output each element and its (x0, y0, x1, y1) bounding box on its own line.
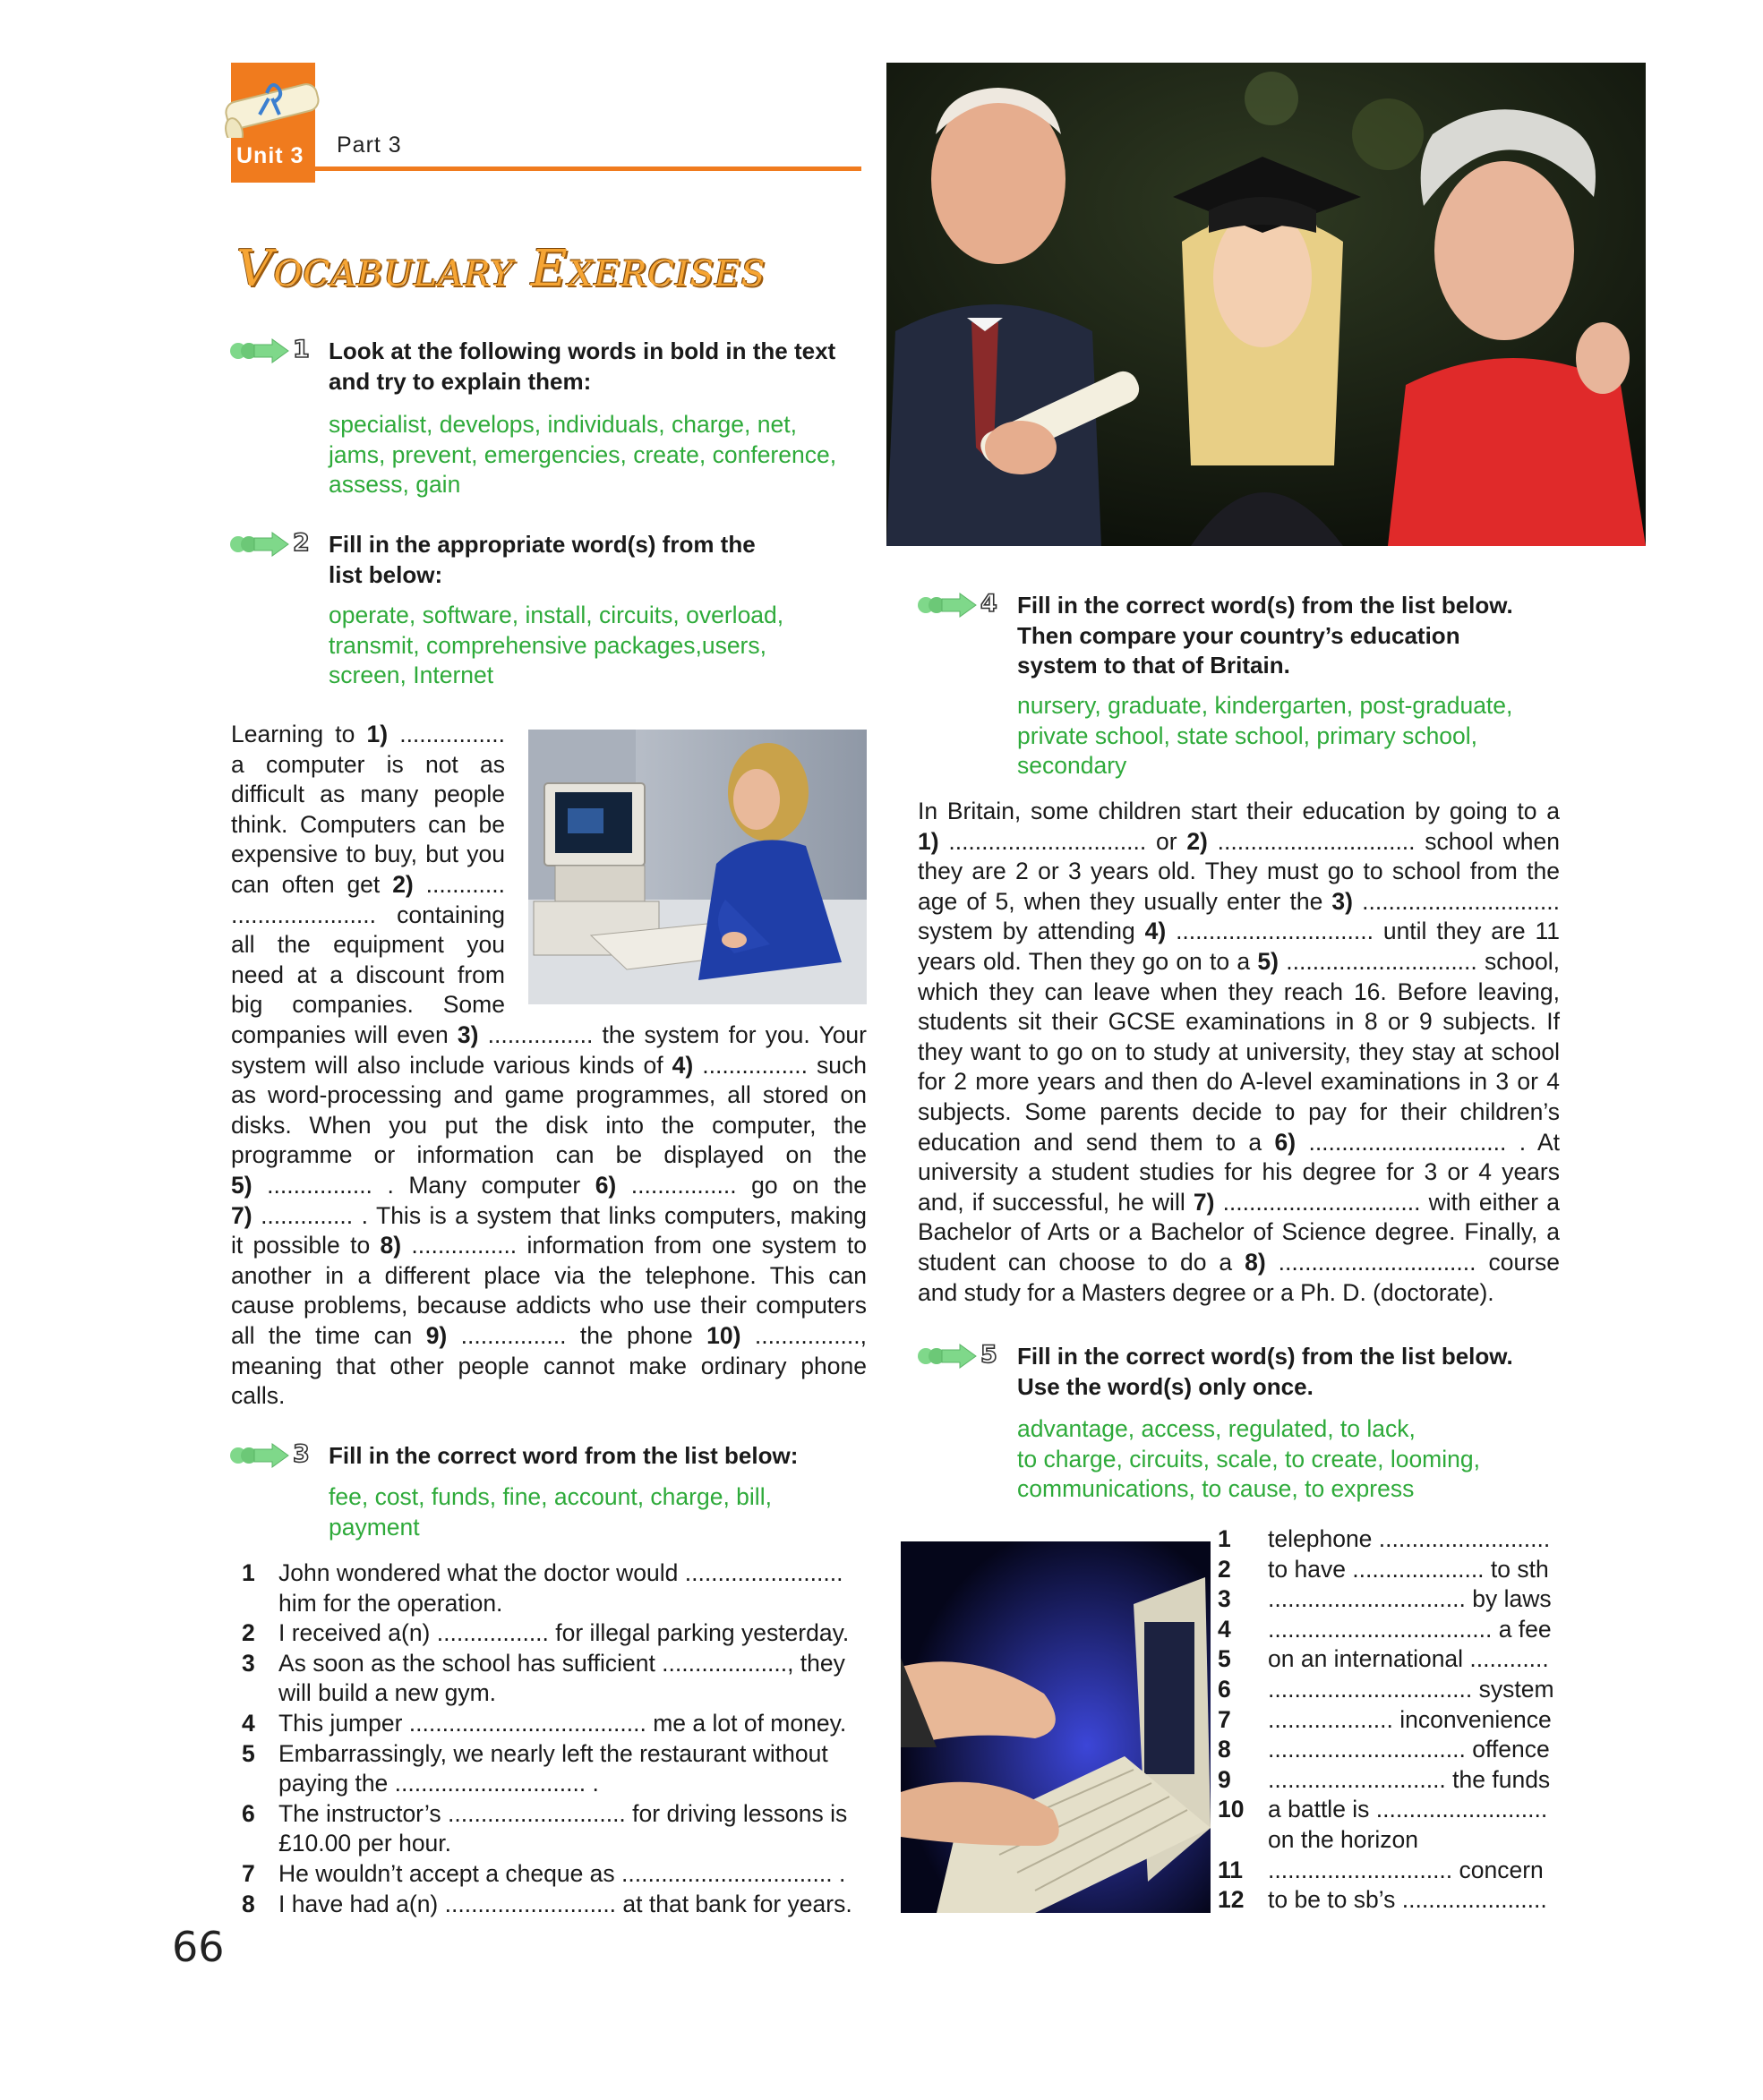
exercise-2-number: 2 (293, 529, 310, 557)
text-line (918, 1037, 1560, 1068)
item-text (1268, 1524, 1567, 1555)
page-title: Vocabulary Exercises (236, 240, 766, 298)
text-segment: it possible to (231, 1232, 381, 1259)
text-line (918, 857, 1560, 887)
blank-number: 3) (1331, 887, 1353, 915)
page-number: 66 (172, 1923, 225, 1971)
item-number: 3 (1218, 1585, 1231, 1613)
item-row (1218, 1644, 1567, 1675)
item-number: 6 (1218, 1676, 1231, 1703)
text-segment: .............................. or (938, 827, 1187, 855)
text-line (918, 1278, 1560, 1309)
text-line (918, 1007, 1560, 1037)
sentence-item (242, 1709, 869, 1739)
word-list-line: payment (329, 1513, 420, 1541)
text-line (918, 797, 1560, 827)
word-list-line: jams, prevent, emergencies, create, conference, (329, 440, 837, 468)
text-segment: students sit their GCSE examinations in 8 or 9 subjects. If (918, 1008, 1560, 1036)
text-line (918, 1097, 1560, 1128)
exercise-arrow-icon (917, 1343, 980, 1370)
text-line (231, 1352, 867, 1382)
sentence-text (278, 1799, 869, 1859)
text-line (231, 720, 505, 750)
text-segment: age of 5, when they usually enter the (918, 887, 1332, 915)
text-segment: ...................... containing (231, 901, 505, 928)
sentence-line: This jumper .................................... me a lot of money. (278, 1710, 847, 1737)
sentence-text (278, 1558, 869, 1618)
exercise-4-number: 4 (980, 590, 997, 618)
text-segment: ................ the system for you. Your (478, 1021, 867, 1048)
text-line (231, 840, 505, 870)
item-number: 8 (1218, 1736, 1231, 1763)
sentence-line: He wouldn’t accept a cheque as ................................ . (278, 1860, 846, 1887)
heading-line: Fill in the correct word(s) from the list below. (1017, 592, 1513, 619)
text-line (231, 960, 505, 991)
exercise-5-heading (1017, 1342, 1513, 1402)
blank-number: 7) (231, 1201, 252, 1229)
text-segment: ................ such (693, 1051, 867, 1079)
item-line: .............................. offence (1268, 1736, 1550, 1763)
text-segment: subjects. Some parents decide to pay for their children’s (918, 1097, 1560, 1125)
item-number: 11 (1218, 1856, 1244, 1883)
item-number: 1 (1218, 1525, 1231, 1552)
graduation-family-photo (886, 63, 1646, 546)
sentence-line: Embarrassingly, we nearly left the restaurant without (278, 1739, 828, 1767)
item-text (1268, 1555, 1567, 1585)
blank-number: 2) (1186, 827, 1208, 855)
word-list-line: private school, state school, primary school, (1017, 721, 1478, 749)
text-line (918, 827, 1560, 858)
heading-line: system to that of Britain. (1017, 652, 1290, 679)
text-line (918, 1188, 1560, 1218)
blank-number: 3) (457, 1021, 479, 1048)
word-list-line: fee, cost, funds, fine, account, charge, bill, (329, 1483, 772, 1510)
sentence-line: him for the operation. (278, 1589, 503, 1617)
heading-line: Look at the following words in bold in the text (329, 337, 836, 364)
exercise-2-text-narrow (231, 720, 505, 1020)
text-line (918, 1128, 1560, 1158)
exercise-5-item-list (1218, 1524, 1567, 1927)
keyboard-typing-photo (901, 1541, 1211, 1913)
item-text (1268, 1765, 1567, 1796)
item-row (1218, 1885, 1567, 1916)
text-segment: they are 2 or 3 years old. They must go to school from the (918, 858, 1560, 885)
text-segment: big companies. Some (231, 991, 505, 1019)
word-list-line: secondary (1017, 752, 1127, 780)
sentence-line: will build a new gym. (278, 1679, 497, 1707)
item-text (1268, 1584, 1567, 1615)
item-number: 10 (1218, 1796, 1245, 1823)
item-row (1218, 1524, 1567, 1555)
exercise-5-word-list (1017, 1414, 1480, 1505)
text-segment: need at a discount from (231, 960, 505, 988)
sentence-line: John wondered what the doctor would ........................ (278, 1559, 843, 1586)
text-segment: all the equipment you (231, 931, 505, 959)
blank-number: 8) (380, 1232, 402, 1259)
word-list-line: specialist, develops, individuals, charge, net, (329, 411, 797, 438)
blank-number: 6) (1274, 1128, 1297, 1156)
sentence-item (242, 1859, 869, 1890)
item-line: .................................. a fee (1268, 1615, 1552, 1643)
text-segment: which they can leave when they reach 16. Before leaving, (918, 977, 1560, 1005)
text-line (231, 1381, 867, 1412)
text-line (231, 1111, 867, 1141)
text-line (231, 990, 505, 1020)
text-segment: .............................. school when (1207, 827, 1561, 855)
text-line (231, 1051, 867, 1081)
text-segment: years old. Then they go on to a (918, 947, 1258, 975)
text-segment: for 2 more years and then do A-level examinations in 3 or 4 (918, 1068, 1560, 1096)
item-line: .............................. by laws (1268, 1585, 1552, 1613)
item-number: 5 (1218, 1645, 1231, 1673)
text-segment: .............................. (1353, 887, 1560, 915)
item-line: ............................... system (1268, 1676, 1554, 1703)
text-segment: .............. . This is a system that links computers, making (252, 1201, 867, 1229)
text-segment: education and send them to a (918, 1128, 1275, 1156)
text-segment: university a student studies for his degree for 3 or 4 years (918, 1158, 1560, 1186)
text-segment: companies will even (231, 1021, 458, 1048)
heading-line: list below: (329, 560, 443, 588)
item-number: 7 (1218, 1705, 1231, 1733)
blank-number: 1) (918, 827, 939, 855)
text-segment: a computer is not as (231, 750, 505, 778)
item-number: 6 (242, 1799, 255, 1827)
sentence-line: £10.00 per hour. (278, 1830, 452, 1857)
word-list-line: communications, to cause, to express (1017, 1475, 1415, 1503)
text-segment: student can choose to do a (918, 1248, 1245, 1276)
word-list-line: assess, gain (329, 471, 461, 499)
exercise-arrow-icon (229, 1442, 292, 1469)
text-segment: .............................. with either a (1214, 1188, 1560, 1216)
text-segment: meaning that other people cannot make ordinary phone (231, 1352, 867, 1379)
text-segment: ................ the phone (447, 1321, 707, 1349)
text-segment: .............................. until they are 11 (1166, 918, 1560, 945)
text-segment: think. Computers can be (231, 810, 505, 838)
text-line (918, 977, 1560, 1008)
sentence-item (242, 1799, 869, 1859)
text-segment: they want to go on to study at university, they stay at school (918, 1037, 1560, 1065)
part-label: Part 3 (337, 132, 402, 158)
sentence-text (278, 1859, 869, 1890)
text-segment: ............................. school, (1279, 947, 1560, 975)
item-number: 2 (1218, 1555, 1231, 1583)
text-line (918, 1217, 1560, 1248)
sentence-text (278, 1618, 869, 1649)
item-text (1268, 1615, 1567, 1645)
text-line (231, 1291, 867, 1321)
text-segment: disks. When you put the disk into the computer, the (231, 1111, 867, 1139)
sentence-item (242, 1890, 869, 1920)
unit-label: Unit 3 (236, 143, 304, 168)
item-line: on an international ............ (1268, 1645, 1549, 1673)
exercise-3-heading: Fill in the correct word from the list below: (329, 1442, 799, 1469)
item-row (1218, 1765, 1567, 1796)
exercise-1-heading (329, 337, 835, 397)
sentence-line: I received a(n) ................. for illegal parking yesterday. (278, 1619, 850, 1647)
text-segment: difficult as many people (231, 781, 505, 808)
header-rule (315, 166, 861, 171)
text-segment: ................ . Many computer (252, 1171, 595, 1199)
blank-number: 4) (672, 1051, 694, 1079)
text-segment: ................, (740, 1321, 868, 1349)
item-text (1268, 1885, 1567, 1916)
text-line (231, 1080, 867, 1111)
heading-line: Fill in the correct word(s) from the list below. (1017, 1343, 1513, 1370)
text-segment: ............ (413, 870, 506, 898)
item-line: to be to sb’s ...................... (1268, 1886, 1547, 1914)
sentence-item (242, 1739, 869, 1799)
word-list-line: advantage, access, regulated, to lack, (1017, 1415, 1416, 1442)
text-segment: calls. (231, 1382, 286, 1410)
text-line (231, 1231, 867, 1261)
sentence-item (242, 1649, 869, 1709)
item-text (1268, 1675, 1567, 1705)
exercise-5-number: 5 (980, 1341, 997, 1369)
item-number: 8 (242, 1890, 255, 1917)
item-text (1268, 1644, 1567, 1675)
sentence-text (278, 1739, 869, 1799)
sentence-text (278, 1709, 869, 1739)
text-segment: cause problems, because addicts who use their computers (231, 1292, 867, 1319)
item-text (1268, 1795, 1567, 1855)
text-segment: and study for a Masters degree or a Ph. D. (doctorate). (918, 1278, 1494, 1306)
exercise-2-heading (329, 530, 756, 590)
blank-number: 5) (1257, 947, 1279, 975)
text-segment: In Britain, some children start their education by going to a (918, 798, 1560, 824)
heading-line: Then compare your country’s education (1017, 621, 1460, 649)
word-list-line: screen, Internet (329, 662, 494, 689)
exercise-3-number: 3 (293, 1440, 310, 1468)
word-list-line: nursery, graduate, kindergarten, post-graduate, (1017, 692, 1513, 719)
item-number: 4 (1218, 1615, 1231, 1643)
computer-user-photo (528, 730, 867, 1004)
text-line (231, 1321, 867, 1352)
exercise-4-word-list (1017, 691, 1512, 781)
text-segment: programme or information can be displayed on the (231, 1141, 867, 1169)
blank-number: 7) (1193, 1188, 1215, 1216)
item-number: 3 (242, 1649, 255, 1677)
text-line (231, 1201, 867, 1232)
item-line: to have .................... to sth (1268, 1555, 1549, 1583)
exercise-4-heading (1017, 591, 1513, 681)
item-number: 1 (242, 1559, 255, 1586)
exercise-2-text-wide (231, 1020, 867, 1412)
exercise-1-word-list (329, 410, 836, 500)
item-line: on the horizon (1268, 1825, 1418, 1853)
exercise-3-sentence-list (242, 1558, 869, 1934)
text-segment: can often get (231, 870, 393, 898)
item-number: 12 (1218, 1886, 1245, 1914)
text-segment: .............................. . At (1296, 1128, 1560, 1156)
item-row (1218, 1856, 1567, 1886)
blank-number: 9) (425, 1321, 448, 1349)
scroll-icon (213, 75, 329, 138)
text-segment: ................ go on the (616, 1171, 867, 1199)
text-line (918, 947, 1560, 977)
item-row (1218, 1675, 1567, 1705)
exercise-2-word-list (329, 601, 783, 691)
text-segment: another in a different place via the telephone. This can (231, 1261, 867, 1289)
text-segment: system by attending (918, 918, 1145, 945)
item-row (1218, 1555, 1567, 1585)
item-number: 2 (242, 1619, 255, 1647)
blank-number: 8) (1245, 1248, 1266, 1276)
text-line (231, 870, 505, 901)
text-segment: ................ (388, 721, 506, 747)
word-list-line: transmit, comprehensive packages,users, (329, 631, 766, 659)
text-segment: ................ information from one system to (401, 1232, 867, 1259)
blank-number: 1) (366, 721, 389, 747)
exercise-arrow-icon (917, 592, 980, 619)
exercise-1-number: 1 (293, 336, 310, 363)
item-line: ................... inconvenience (1268, 1705, 1552, 1733)
text-line (231, 901, 505, 931)
text-segment: system will also include various kinds of (231, 1051, 672, 1079)
text-segment: .............................. course (1265, 1248, 1560, 1276)
sentence-line: The instructor’s ........................... for driving lessons is (278, 1799, 848, 1827)
item-number: 4 (242, 1710, 255, 1737)
blank-number: 6) (595, 1171, 617, 1199)
word-list-line: operate, software, install, circuits, overload, (329, 602, 784, 628)
item-row (1218, 1705, 1567, 1736)
sentence-line: I have had a(n) .......................... at that bank for years. (278, 1890, 852, 1917)
sentence-item (242, 1558, 869, 1618)
sentence-text (278, 1649, 869, 1709)
item-row (1218, 1735, 1567, 1765)
text-segment: expensive to buy, but you (231, 841, 505, 868)
text-line (918, 887, 1560, 918)
text-segment: as word-processing and game programmes, all stored on (231, 1081, 867, 1109)
sentence-line: As soon as the school has sufficient ..................., they (278, 1649, 845, 1677)
heading-line: and try to explain them: (329, 367, 592, 395)
sentence-text (278, 1890, 869, 1920)
item-row (1218, 1584, 1567, 1615)
blank-number: 10) (706, 1321, 741, 1349)
item-line: ........................... the funds (1268, 1765, 1551, 1793)
text-line (231, 1261, 867, 1292)
item-row (1218, 1795, 1567, 1855)
blank-number: 4) (1144, 918, 1167, 945)
text-line (918, 917, 1560, 947)
item-text (1268, 1705, 1567, 1736)
item-text (1268, 1735, 1567, 1765)
item-line: a battle is .......................... (1268, 1796, 1548, 1823)
word-list-line: to charge, circuits, scale, to create, looming, (1017, 1445, 1480, 1473)
exercise-3-word-list (329, 1482, 772, 1542)
item-text (1268, 1856, 1567, 1886)
item-number: 7 (242, 1860, 255, 1887)
item-line: telephone .......................... (1268, 1525, 1551, 1552)
heading-line: Use the word(s) only once. (1017, 1372, 1314, 1400)
text-segment: and, if successful, he will (918, 1188, 1194, 1216)
item-number: 5 (242, 1739, 255, 1767)
sentence-item (242, 1618, 869, 1649)
text-line (231, 750, 505, 781)
text-line (918, 1157, 1560, 1188)
text-line (231, 810, 505, 841)
text-segment: all the time can (231, 1321, 426, 1349)
text-segment: Bachelor of Arts or a Bachelor of Science degree. Finally, a (918, 1218, 1560, 1246)
text-line (231, 1171, 867, 1201)
text-line (231, 1020, 867, 1051)
text-line (231, 930, 505, 960)
blank-number: 5) (231, 1171, 252, 1199)
item-line: ............................ concern (1268, 1856, 1544, 1883)
item-row (1218, 1615, 1567, 1645)
heading-line: Fill in the appropriate word(s) from the (329, 531, 756, 558)
exercise-arrow-icon (229, 531, 292, 558)
text-line (231, 780, 505, 810)
sentence-line: paying the ............................. . (278, 1770, 599, 1797)
text-line (918, 1248, 1560, 1278)
text-segment: Learning to (231, 721, 367, 747)
text-line (918, 1067, 1560, 1097)
item-number: 9 (1218, 1765, 1231, 1793)
blank-number: 2) (392, 870, 414, 898)
text-line (231, 1140, 867, 1171)
exercise-arrow-icon (229, 337, 292, 364)
exercise-4-text (918, 797, 1560, 1308)
